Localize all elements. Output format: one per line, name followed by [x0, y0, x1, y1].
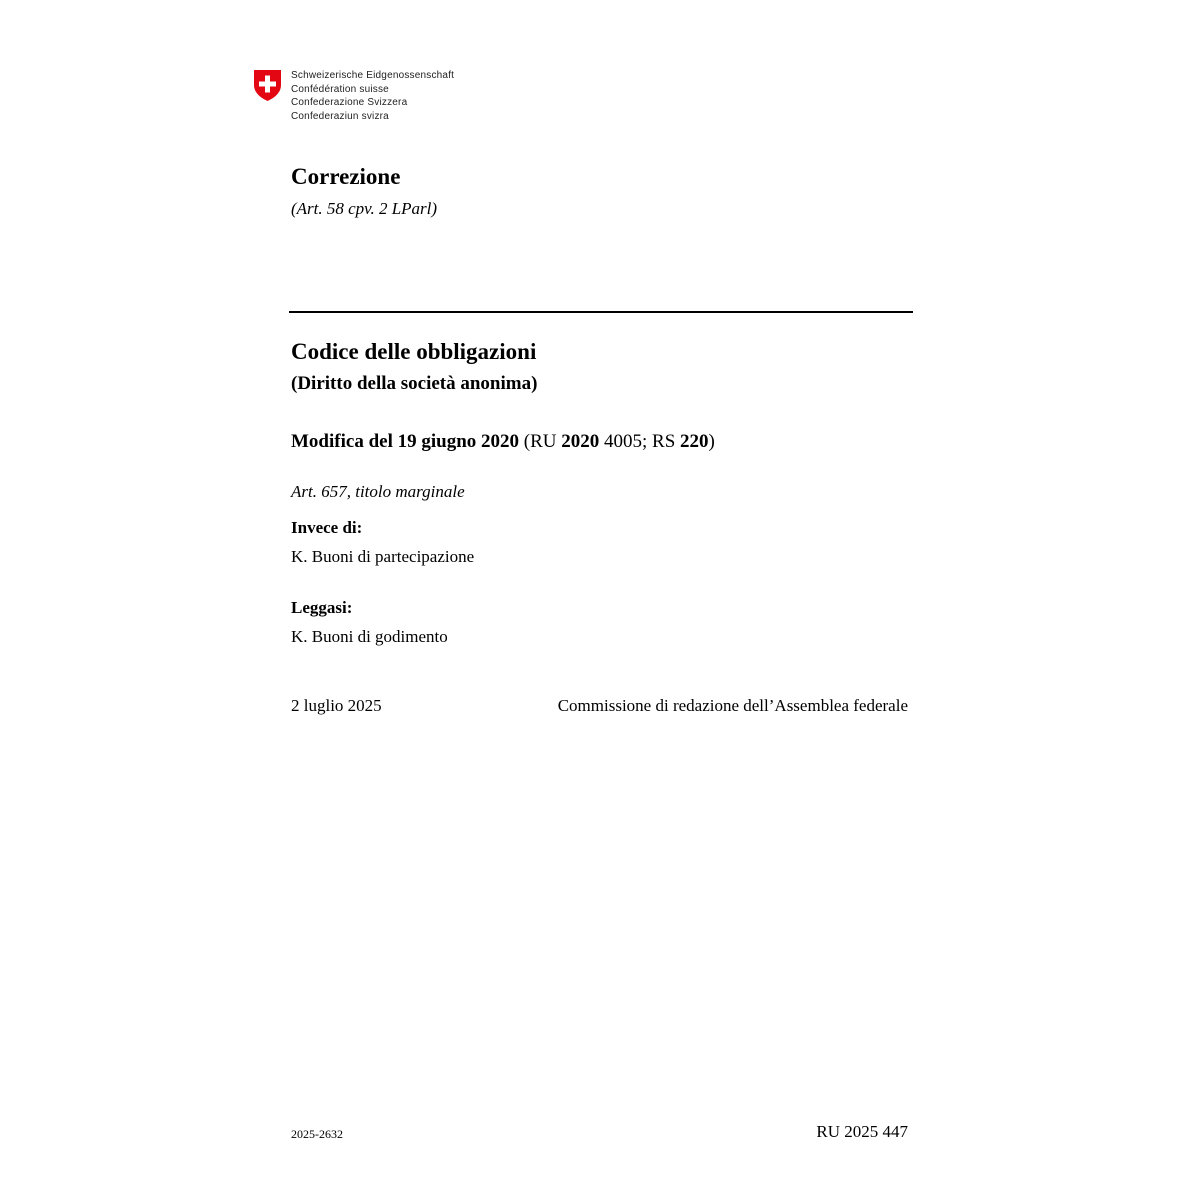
article-reference: Art. 657, titolo marginale [291, 482, 465, 501]
amendment-line [291, 431, 715, 453]
read-text: K. Buoni di godimento [291, 627, 448, 646]
legal-basis: (Art. 58 cpv. 2 LParl) [291, 199, 438, 218]
document-date: 2 luglio 2025 [291, 696, 382, 715]
instead-text: K. Buoni di partecipazione [291, 547, 475, 566]
confederation-name-it: Confederazione Svizzera [291, 97, 408, 109]
file-id: 2025-2632 [291, 1127, 343, 1141]
swiss-cross-shield-icon [253, 69, 282, 102]
ru-year: 2020 [561, 431, 600, 452]
ref-open: (RU [523, 431, 562, 452]
divider [289, 311, 913, 313]
read-label: Leggasi: [291, 598, 353, 617]
confederation-name-de: Schweizerische Eidgenossenschaft [291, 70, 455, 81]
issuing-authority: Commissione di redazione dell’Assemblea federale [557, 696, 908, 715]
ru-reference: RU 2025 447 [816, 1122, 908, 1141]
document-title: Correzione [291, 164, 401, 189]
instead-label: Invece di: [291, 518, 363, 537]
ru-page: 4005; RS [599, 431, 681, 452]
ref-close: ) [708, 431, 715, 452]
amendment-label: Modifica del 19 giugno 2020 [291, 431, 520, 452]
act-title: Codice delle obbligazioni [291, 339, 537, 364]
confederation-name-rm: Confederaziun svizra [291, 111, 389, 123]
act-subtitle: (Diritto della società anonima) [291, 373, 538, 394]
confederation-names [291, 69, 454, 124]
rs-number: 220 [680, 431, 709, 452]
confederation-name-fr: Confédération suisse [291, 83, 389, 95]
